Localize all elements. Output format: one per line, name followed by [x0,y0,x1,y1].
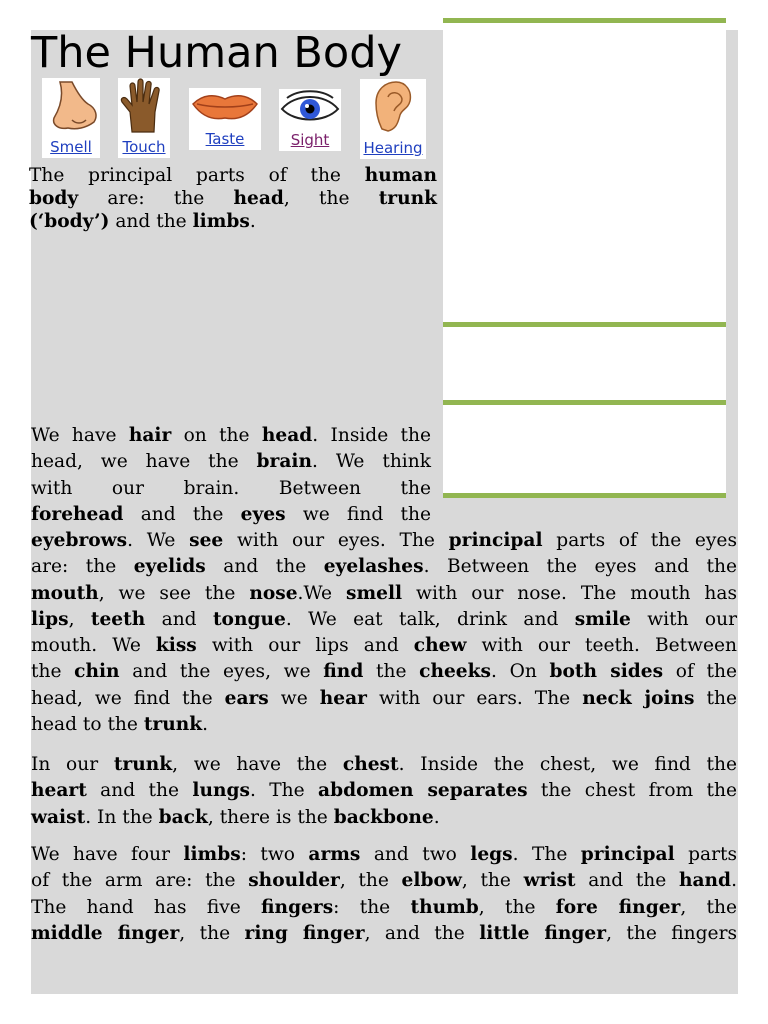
lips-icon [189,88,261,124]
text-line: The principal parts of the human [29,165,437,186]
text-line: are: the eyelids and the eyelashes. Between the eyes and the [31,556,737,578]
paragraph-head [31,528,737,738]
sense-label-sight: Sight [290,131,330,149]
text-line: with our brain. Between the [31,477,431,499]
text-line: body are: the head, the trunk [29,188,437,210]
text-line: (‘body’) and the limbs. [29,211,256,233]
text-line: forehead and the eyes we find the [31,503,431,525]
text-line: We have four limbs: two arms and two legs. The principal parts [31,844,737,865]
paragraph-head-upper [31,423,431,528]
sense-label-hearing: Hearing [363,139,423,157]
page-title: The Human Body [31,28,402,78]
sense-touch [118,78,170,158]
hand-icon [118,78,170,134]
text-line: heart and the lungs. The abdomen separates the chest from the [31,780,738,802]
text-line: the chin and the eyes, we find the cheeks. On both sides of the [31,661,737,683]
text-line: lips, teeth and tongue. We eat talk, drink and smile with our [31,608,737,630]
paragraph-intro [29,164,437,234]
sense-label-taste: Taste [205,130,245,148]
sense-taste [189,88,261,150]
ear-icon [360,79,426,135]
sense-label-smell: Smell [50,138,92,156]
answer-box-1 [443,18,726,326]
text-line: mouth, we see the nose.We smell with our nose. The mouth has [31,582,738,604]
eye-icon [279,89,341,127]
sense-label-touch: Touch [122,138,166,156]
text-line: We have hair on the head. Inside the [31,425,431,446]
text-line: waist. In the back, there is the backbone. [31,806,440,828]
text-line: eyebrows. We see with our eyes. The principal parts of the eyes [31,530,737,551]
nose-icon [42,78,100,134]
sense-sight [279,89,341,151]
paragraph-limbs [31,842,737,947]
text-line: of the arm are: the shoulder, the elbow, the wrist and the hand. [31,870,737,892]
sense-smell [42,78,100,158]
text-line: head to the trunk. [31,714,209,736]
answer-box-3 [443,400,726,498]
paragraph-trunk [31,752,737,831]
sense-hearing [360,79,426,159]
answer-box-2 [443,322,726,404]
text-line: mouth. We kiss with our lips and chew with our teeth. Between [31,635,737,657]
text-line: head, we have the brain. We think [31,451,431,473]
text-line: The hand has five fingers: the thumb, the fore finger, the [31,896,737,918]
text-line: head, we find the ears we hear with our ears. The neck joins the [31,687,737,709]
text-line: middle finger, the ring finger, and the little finger, the fingers [31,922,737,944]
text-line: In our trunk, we have the chest. Inside the chest, we find the [31,754,737,775]
